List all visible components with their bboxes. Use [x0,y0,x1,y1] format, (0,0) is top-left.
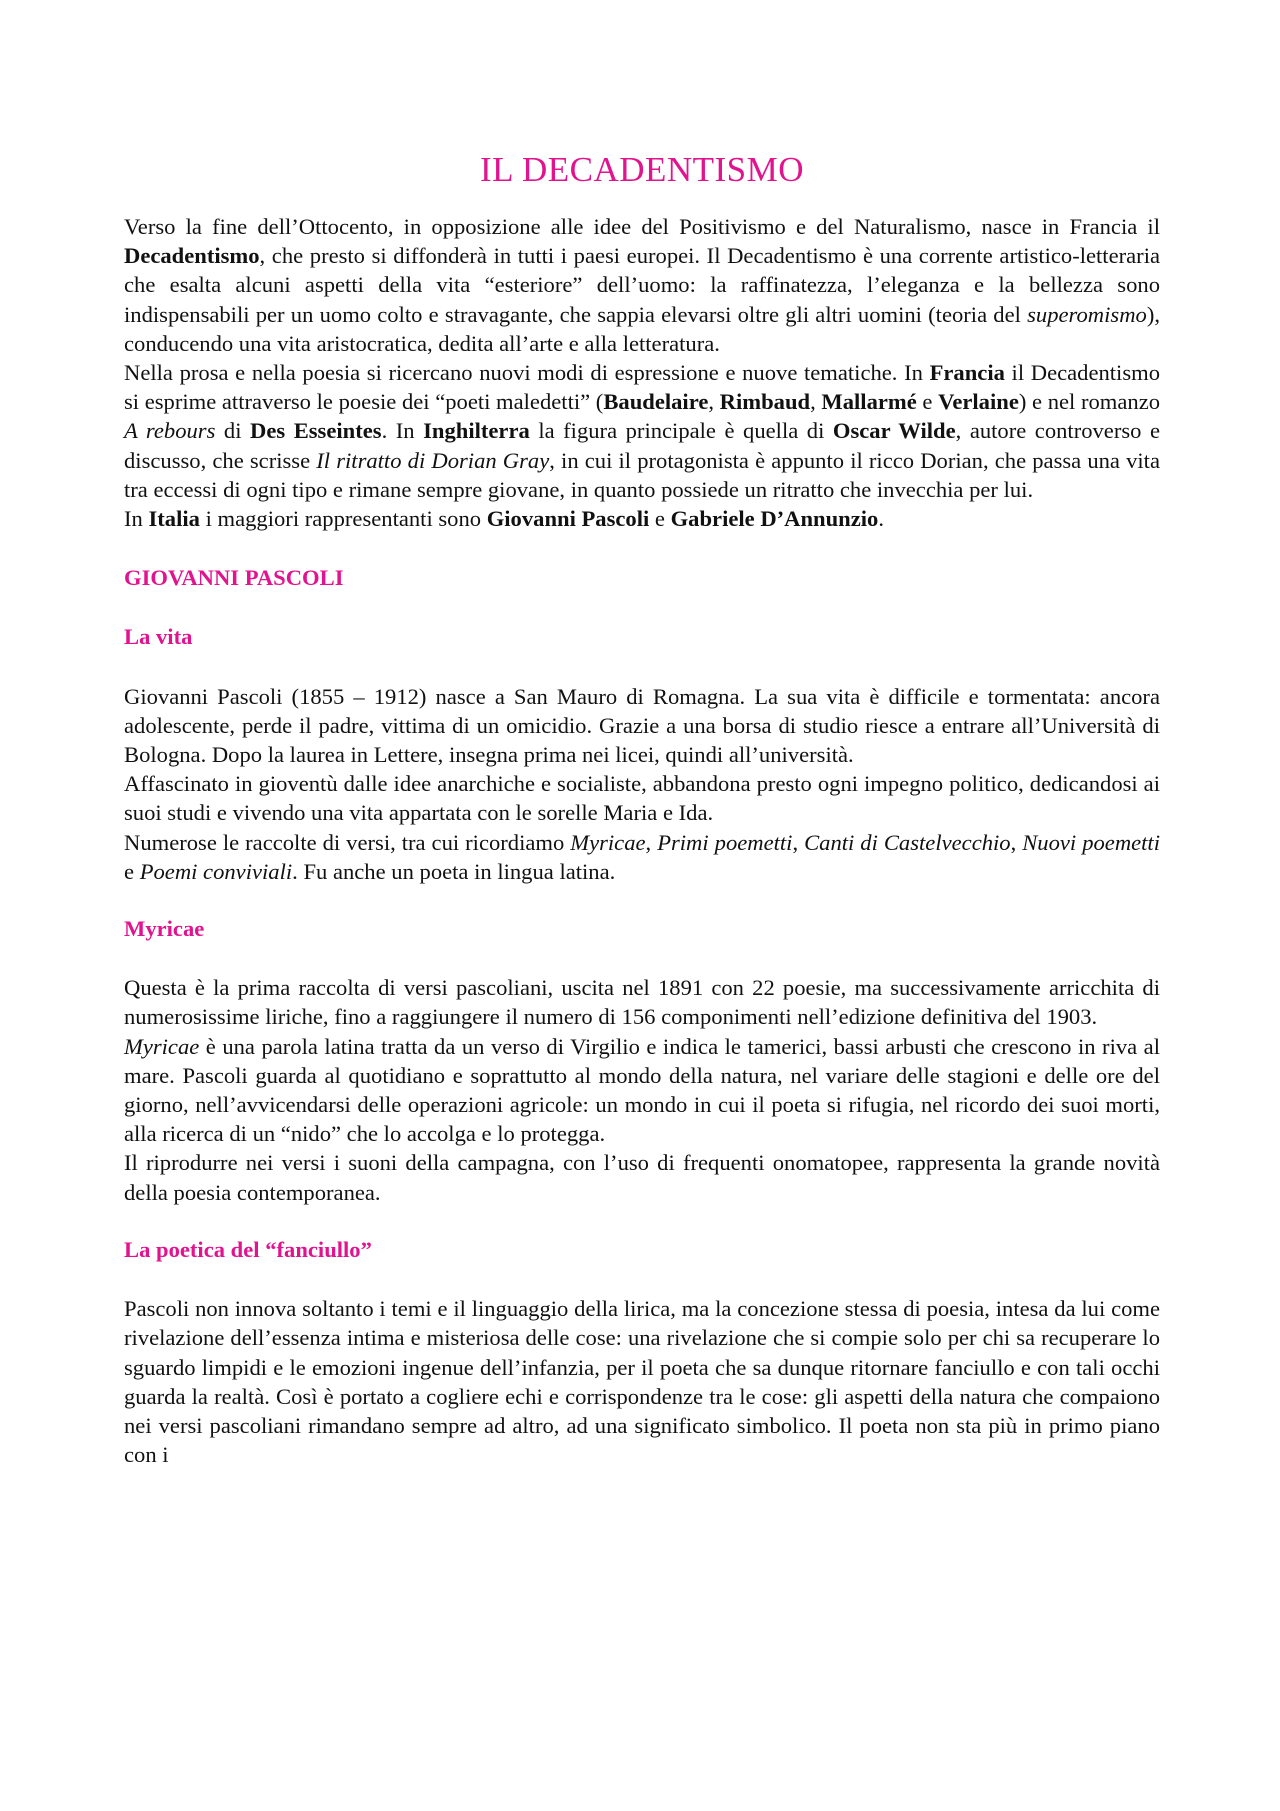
text-run: Pascoli non innova soltanto i temi e il linguaggio della lirica, ma la concezione stessa di poesia, intesa da lui come rivelazione dell’essenza intima e misteriosa delle cose: una rivelazione che si compie solo per chi sa recuperare lo sguardo limpidi e le emozioni ingenue dell’infanzia, per il poeta che sa dunque ritornare fanciullo e con tali occhi guarda la realtà. Così è portato a cogliere echi e corrispondenze tra le cose: gli aspetti della natura che compaiono nei versi pascoliani rimandano sempre ad altro, ad una significato simbolico. Il poeta non sta più in primo piano con i [124,1296,1160,1468]
vita-paragraph-3 [124,828,1160,886]
italic-text: superomismo [1027,301,1147,327]
text-run: . Fu anche un poeta in lingua latina. [292,858,616,884]
text-run: ) e nel romanzo [1018,389,1161,415]
text-run: . In [381,418,424,444]
text-run: , in cui il protagonista è appunto il ricco Dorian, che passa una vita tra eccessi di ogni tipo e rimane sempre giovane, in quanto possiede un ritratto che invecchia per lui. [124,447,1160,502]
text-run: , [645,829,658,855]
italic-text: Myricae [570,829,646,855]
subsection-heading-la-vita: La vita [124,624,193,650]
subsection-heading-poetica-fanciullo: La poetica del “fanciullo” [124,1236,372,1262]
fanciullo-paragraph-1 [124,1294,1160,1469]
text-run: Il riprodurre nei versi i suoni della campagna, con l’uso di frequenti onomatopee, rappresenta la grande novità della poesia contemporanea. [124,1150,1160,1205]
text-run: Verso la fine dell’Ottocento, in opposizione alle idee del Positivismo e del Naturalismo, nasce in Francia il [124,214,1160,239]
bold-text: Gabriele D’Annunzio [670,506,879,532]
bold-text: Giovanni Pascoli [486,506,650,532]
subsection-heading-myricae: Myricae [124,916,205,942]
italic-text: A rebours [124,418,216,444]
bold-text: Decadentismo [124,243,260,269]
italic-text: Nuovi poemetti [1022,829,1160,855]
myricae-paragraph-1 [124,973,1160,1031]
vita-paragraph-1 [124,682,1160,770]
italic-text: Primi poemetti [657,829,793,855]
text-run: Numerose le raccolte di versi, tra cui ricordiamo [124,829,571,855]
myricae-paragraph-3 [124,1148,1160,1206]
text-run: Questa è la prima raccolta di versi pascoliani, uscita nel 1891 con 22 poesie, ma successivamente arricchita di numerosissime liriche, fino a raggiungere il numero di 156 componimenti nell’edizione definitiva del 1903. [124,975,1160,1030]
text-run: è una parola latina tratta da un verso di Virgilio e indica le tamerici, bassi arbusti che crescono in riva al mare. Pascoli guarda al quotidiano e soprattutto al mondo della natura, nel variare delle stagioni e delle ore del giorno, nell’avvicendarsi delle operazioni agricole: un mondo in cui il poeta si rifugia, nel ricordo dei suoi morti, alla ricerca di un “nido” che lo accolga e lo protegga. [124,1033,1160,1147]
page-title: IL DECADENTISMO [479,150,805,189]
bold-text: Baudelaire [603,389,709,415]
text-run: , [708,389,720,415]
text-run: e [124,858,140,884]
text-run: Giovanni Pascoli (1855 – 1912) nasce a San Mauro di Romagna. La sua vita è difficile e tormentata: ancora adolescente, perde il padre, vittima di un omicidio. Grazie a una borsa di studio riesce a entrare all’Università di Bologna. Dopo la laurea in Lettere, insegna prima nei licei, quindi all’università. [124,683,1160,768]
intro-paragraph-1 [124,212,1160,358]
vita-paragraph-2 [124,769,1160,827]
text-run: di [215,418,251,444]
document-page [124,150,1160,1469]
text-run: Nella prosa e nella poesia si ricercano nuovi modi di espressione e nuove tematiche. In [124,360,930,386]
text-run: Affascinato in gioventù dalle idee anarchiche e socialiste, abbandona presto ogni impegno politico, dedicandosi ai suoi studi e vivendo una vita appartata con le sorelle Maria e Ida. [124,771,1160,826]
bold-text: Oscar Wilde [832,418,956,444]
myricae-paragraph-2 [124,1032,1160,1149]
text-run: In [124,506,149,532]
bold-text: Verlaine [938,389,1019,415]
text-run: , [1010,829,1023,855]
bold-text: Mallarmé [821,389,917,415]
italic-text: Myricae [124,1033,200,1059]
text-run: , [810,389,822,415]
text-run: i maggiori rappresentanti sono [199,506,487,532]
italic-text: Poemi conviviali [139,858,293,884]
text-run: la figura principale è quella di [529,418,833,444]
text-run: il Decadentismo si esprime attraverso le poesie dei “poeti maledetti” ( [124,360,1160,415]
text-run: , [792,829,805,855]
bold-text: Francia [929,360,1005,386]
text-run: ), conducendo una vita aristocratica, dedita all’arte e alla letteratura. [124,301,1160,356]
italic-text: Il ritratto di Dorian Gray [316,447,550,473]
bold-text: Italia [148,506,200,532]
bold-text: Des Esseintes [250,418,382,444]
text-run: e [916,389,939,415]
bold-text: Inghilterra [423,418,530,444]
bold-text: Rimbaud [719,389,811,415]
text-run: , autore controverso e discusso, che scrisse [124,418,1161,473]
section-heading-giovanni-pascoli: GIOVANNI PASCOLI [124,565,344,591]
intro-paragraph-3 [124,504,1160,533]
text-run: e [649,506,671,532]
intro-paragraph-2 [124,358,1160,504]
text-run: , che presto si diffonderà in tutti i paesi europei. Il Decadentismo è una corrente artistico-letteraria che esalta alcuni aspetti della vita “esteriore” dell’uomo: la raffinatezza, l’eleganza e la bellezza sono indispensabili per un uomo colto e stravagante, che sappia elevarsi oltre gli altri uomini (teoria del [124,243,1160,327]
italic-text: Canti di Castelvecchio [804,829,1011,855]
text-run: . [878,506,885,532]
